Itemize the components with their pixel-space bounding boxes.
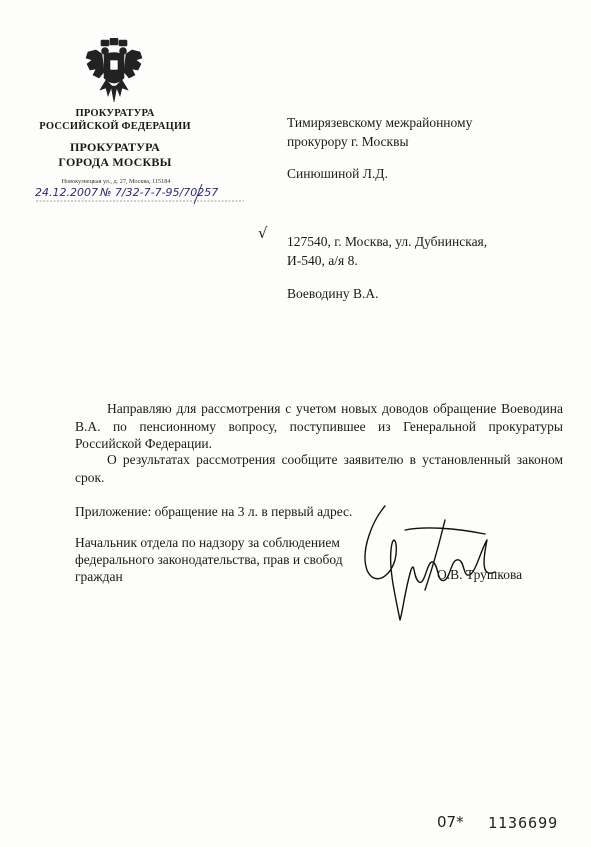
recipient-copy: Воеводину В.А. (287, 286, 379, 301)
attachment-line: Приложение: обращение на 3 л. в первый адрес. (75, 504, 353, 519)
org-line-2: РОССИЙСКОЙ ФЕДЕРАЦИИ (39, 121, 191, 132)
signer-name: О.В. Трушкова (437, 567, 523, 582)
registration-number: № 7/32-7-7-95/70257 (100, 186, 219, 199)
check-mark-icon: √ (258, 224, 268, 242)
body-paragraph-2: О результатах рассмотрения сообщите заявителю в установленный законом срок. (75, 452, 563, 485)
signer-title-1: Начальник отдела по надзору за соблюдением (75, 535, 340, 550)
recipient-name: Синюшиной Л.Д. (287, 166, 388, 181)
form-series: 07* (437, 813, 464, 831)
registration-date: 24.12.2007 (35, 186, 98, 199)
org-line-3: ПРОКУРАТУРА (69, 140, 161, 154)
signer-title-3: граждан (75, 569, 123, 584)
issuer-office (30, 140, 200, 170)
recipient-line-2: прокурору г. Москвы (287, 134, 409, 149)
form-serial-number: 1136699 (488, 814, 559, 832)
org-line-1: ПРОКУРАТУРА (75, 108, 155, 119)
issuer-org (30, 107, 200, 133)
coat-of-arms-icon (84, 38, 144, 106)
signer-title-2: федерального законодательства, прав и свобод (75, 552, 343, 567)
recipient-address-1: 127540, г. Москва, ул. Дубнинская, (287, 234, 488, 249)
body-paragraph-1: Направляю для рассмотрения с учетом новых доводов обращение Воеводина В.А. по пенсионному вопросу, поступившее из Генеральной прокуратуры Российской Федерации. (75, 401, 563, 451)
issuer-address: Новокузнецкая ул., д. 27, Москва, 115184 (61, 178, 171, 185)
recipient-address-2: И-540, а/я 8. (287, 253, 358, 268)
handwritten-signature (355, 500, 505, 630)
recipient-line-1: Тимирязевскому межрайонному (287, 115, 473, 130)
org-line-4: ГОРОДА МОСКВЫ (58, 155, 172, 169)
